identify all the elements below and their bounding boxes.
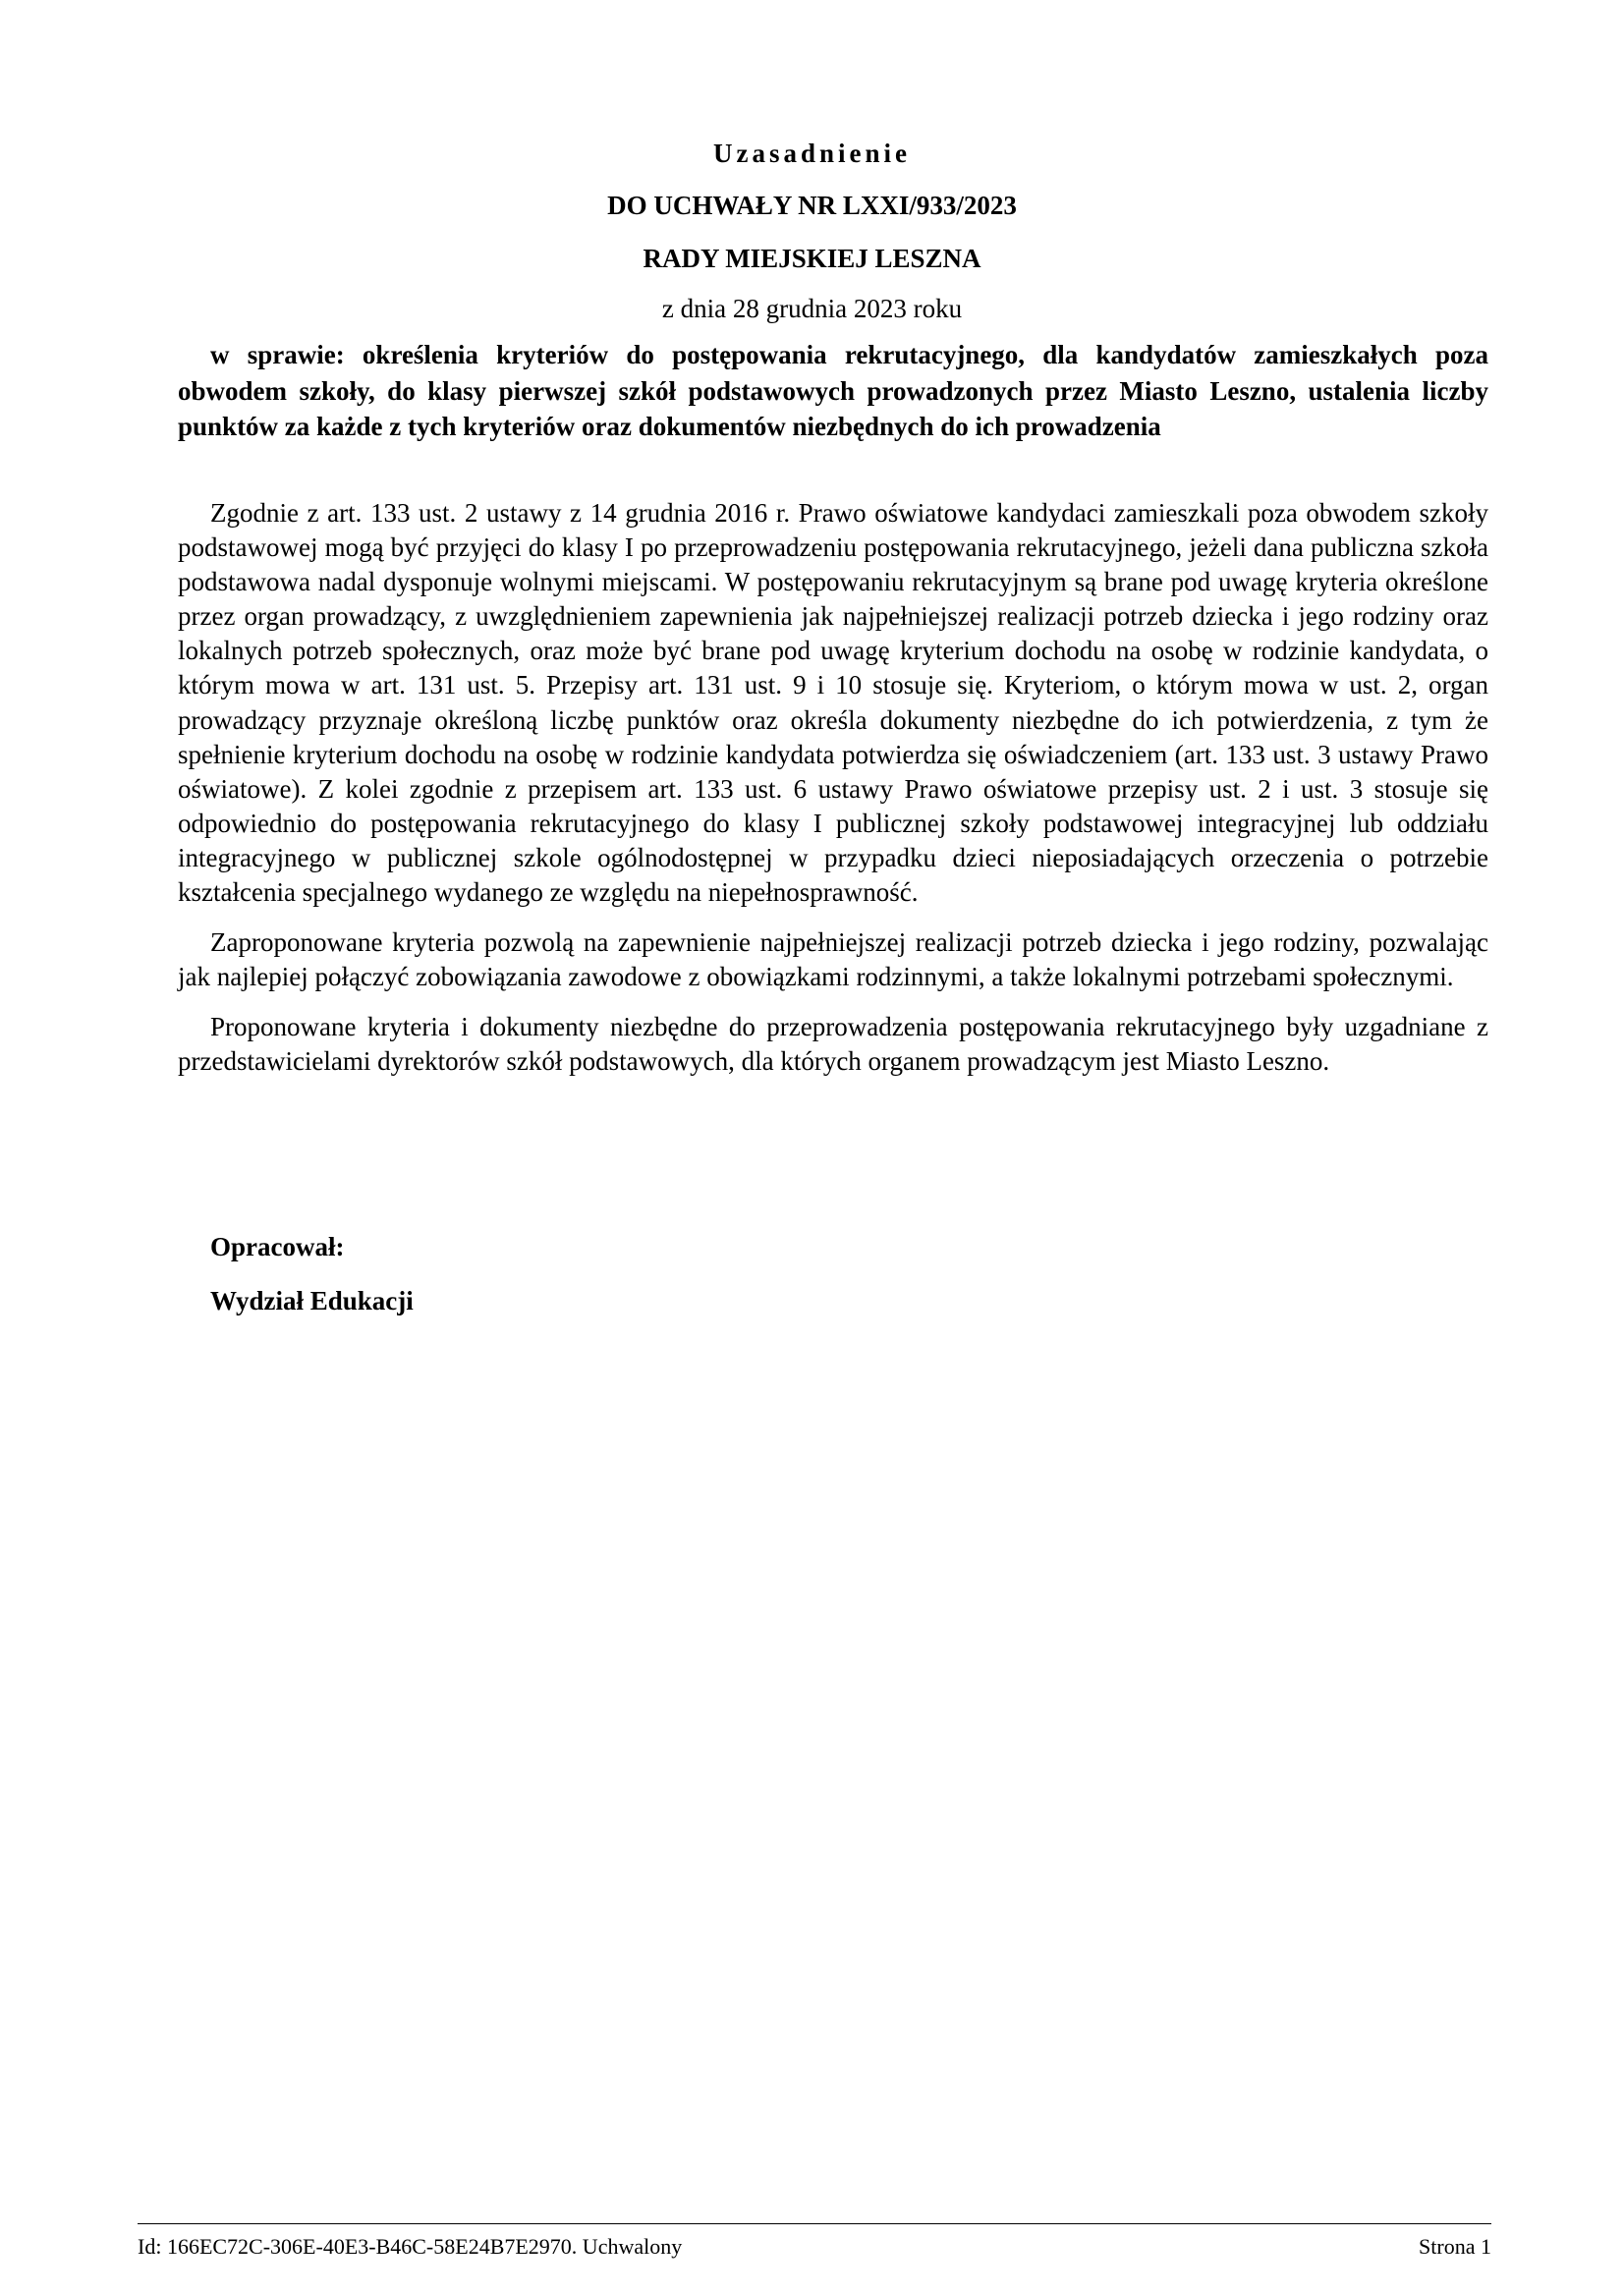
paragraph-consultation: Proponowane kryteria i dokumenty niezbędne do przeprowadzenia postępowania rekrutacyjnego były uzgadniane z przedstawicielami dyrektorów szkół podstawowych, dla których organem prowadzącym jest Miasto Leszno.	[178, 1012, 1488, 1077]
paragraph-legal-basis: Zgodnie z art. 133 ust. 2 ustawy z 14 grudnia 2016 r. Prawo oświatowe kandydaci zamieszkali poza obwodem szkoły podstawowej mogą być przyjęci do klasy I po przeprowadzeniu postępowania rekrutacyjnego, jeżeli dana publiczna szkoła podstawowa nadal dysponuje wolnymi miejscami. W postępowaniu rekrutacyjnym są brane pod uwagę kryteria określone przez organ prowadzący, z uwzględnieniem zapewnienia jak najpełniejszej realizacji potrzeb dziecka i jego rodziny oraz lokalnych potrzeb społecznych, oraz może być brane pod uwagę kryterium dochodu na osobę w rodzinie kandydata, o którym mowa w art. 131 ust. 5. Przepisy art. 131 ust. 9 i 10 stosuje się. Kryteriom, o którym mowa w ust. 2, organ prowadzący przyznaje określoną liczbę punktów oraz określa dokumenty niezbędne do ich potwierdzenia, z tym że spełnienie kryterium dochodu na osobę w rodzinie kandydata potwierdza się oświadczeniem (art. 133 ust. 3 ustawy Prawo oświatowe). Z kolei zgodnie z przepisem art. 133 ust. 6 ustawy Prawo oświatowe przepisy ust. 2 i ust. 3 stosuje się odpowiednio do postępowania rekrutacyjnego do klasy I publicznej szkoły podstawowej integracyjnej lub oddziału integracyjnego w publicznej szkole ogólnodostępnej w przypadku dzieci nieposiadających orzeczenia o potrzebie kształcenia specjalnego wydanego ze względu na niepełnosprawność.	[178, 498, 1488, 908]
footer-divider	[138, 2223, 1491, 2224]
page-number: Strona 1	[1419, 2234, 1491, 2259]
justification-body	[178, 496, 1488, 1095]
paragraph-criteria-purpose: Zaproponowane kryteria pozwolą na zapewnienie najpełniejszej realizacji potrzeb dziecka i jego rodziny, pozwalając jak najlepiej połączyć zobowiązania zawodowe z obowiązkami rodzinnymi, a także lokalnymi potrzebami społecznymi.	[178, 927, 1488, 992]
document-heading: Uzasadnienie	[712, 139, 911, 168]
document-id: Id: 166EC72C-306E-40E3-B46C-58E24B7E2970. Uchwalony	[138, 2234, 683, 2259]
prepared-by-label: Opracował:	[210, 1232, 345, 1261]
resolution-number: DO UCHWAŁY NR LXXI/933/2023	[607, 191, 1017, 220]
prepared-by-department: Wydział Edukacji	[210, 1286, 414, 1315]
resolution-subject: w sprawie: określenia kryteriów do postępowania rekrutacyjnego, dla kandydatów zamieszkałych poza obwodem szkoły, do klasy pierwszej szkół podstawowych prowadzonych przez Miasto Leszno, ustalenia liczby punktów za każde z tych kryteriów oraz dokumentów niezbędnych do ich prowadzenia	[178, 340, 1488, 441]
council-name: RADY MIEJSKIEJ LESZNA	[643, 244, 981, 273]
resolution-date: z dnia 28 grudnia 2023 roku	[661, 294, 963, 323]
